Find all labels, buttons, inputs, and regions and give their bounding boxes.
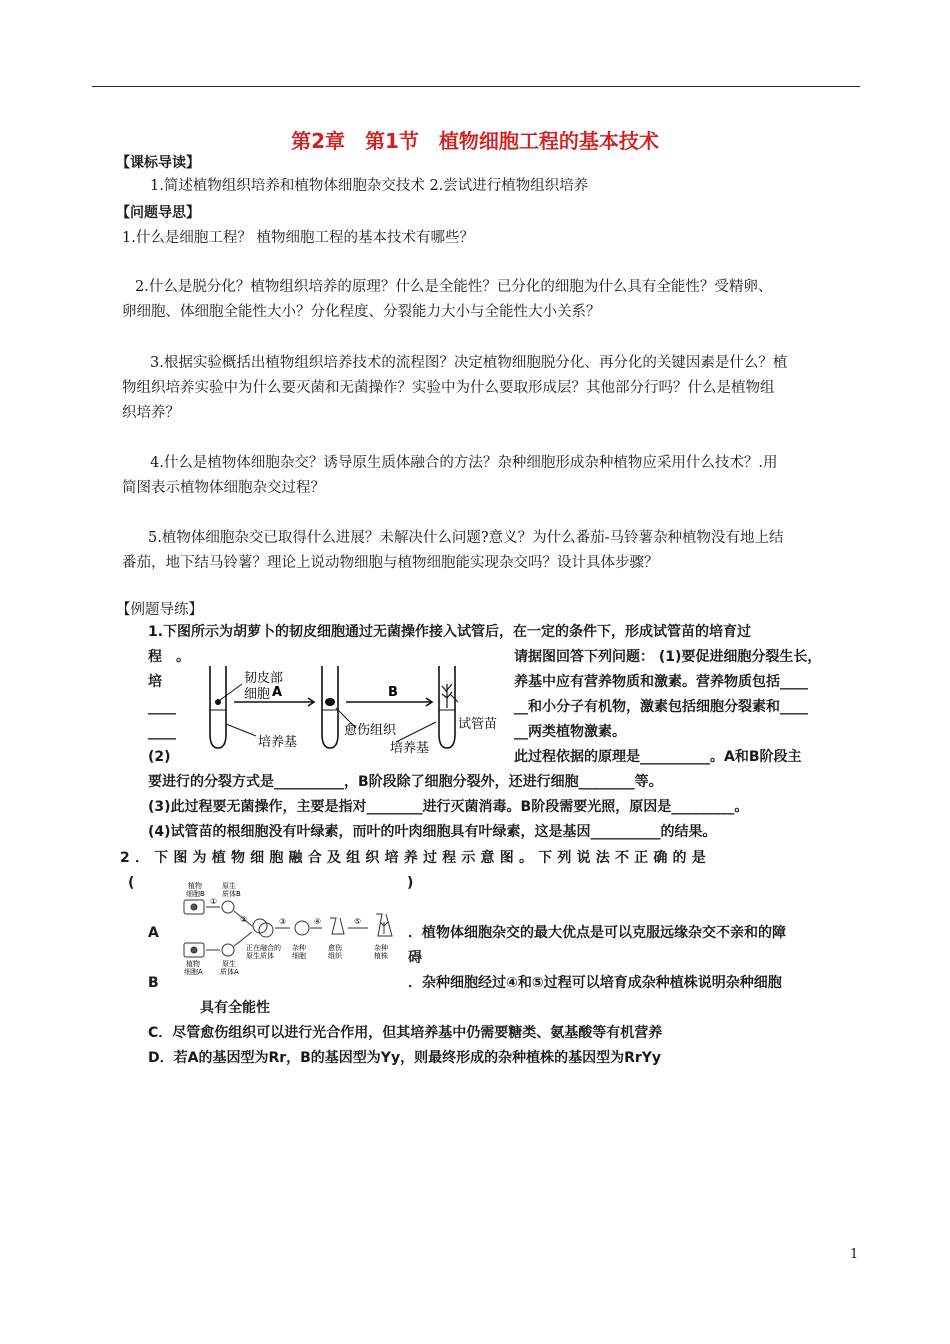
fig2-fusing-2: 原生质体 [246,952,274,960]
example-1-line-2-right: 请据图回答下列问题： (1)要促进细胞分裂生长， [514,649,822,665]
question-3-line-3: 织培养？ [122,405,180,421]
label-medium-1: 培养基 [258,735,298,750]
fig2-proto-a-2: 质体A [220,968,239,976]
fig2-step-5: ⑤ [354,917,362,926]
fig2-callus-2: 组织 [328,952,342,960]
label-medium-2: 培养基 [390,741,430,754]
tissue-culture-figure [196,662,508,754]
label-seedling: 试管苗 [458,717,498,732]
callus-icon [325,698,335,706]
test-tube-2 [322,666,338,748]
example-1-line-9: (4)试管苗的根细胞没有叶绿素，而叶的叶肉细胞具有叶绿素，这是基因__________的结果。 [148,824,717,840]
fig2-hybrid: 杂种 [292,944,306,952]
fig2-plant-b: 植物 [188,882,202,890]
example-1-line-3-left: 培 [148,674,162,690]
cell-fusion-figure [180,878,400,978]
fig2-plant-a-2: 细胞A [184,968,203,976]
fig2-step-1: ① [210,897,218,906]
fig2-proto-b-2: 质体B [222,890,241,898]
example-1-line-7: 要进行的分裂方式是__________，B阶段除了细胞分裂外，还进行细胞________等。 [148,774,663,790]
example-1-line-3-right: 养基中应有营养物质和激素。营养物质包括____ [514,674,808,690]
fig2-step-4: ④ [314,917,322,926]
example-2-paren-close: ) [407,875,414,891]
fig2-callus: 愈伤 [328,944,342,952]
option-b-text-line-1: ．杂种细胞经过④和⑤过程可以培育成杂种植株说明杂种细胞 [408,975,782,991]
label-a: A [272,685,283,700]
question-2-line-2: 卵细胞、体细胞全能性大小？分化程度、分裂能力大小与全能性大小关系？ [122,304,601,320]
question-3-line-1: 3.根据实验概括出植物组织培养技术的流程图？决定植物细胞脱分化、再分化的关键因素是什么？植 [150,355,788,371]
fig2-proto-b: 原生 [222,882,236,890]
question-2-line-1: 2.什么是脱分化？植物组织培养的原理？什么是全能性？已分化的细胞为什么具有全能性？受精卵、 [135,279,773,295]
option-d: D．若A的基因型为Rr，B的基因型为Yy，则最终形成的杂种植株的基因型为RrYy [148,1050,662,1066]
page-title: 第2章 第1节 植物细胞工程的基本技术 [291,129,659,153]
question-1: 1.什么是细胞工程？ 植物细胞工程的基本技术有哪些？ [122,230,474,246]
label-b: B [388,685,398,700]
example-1-line-8: (3)此过程要无菌操作，主要是指对________进行灭菌消毒。B阶段需要光照，原因是_________。 [148,799,749,815]
question-4-line-1: 4.什么是植物体细胞杂交？诱导原生质体融合的方法？杂种细胞形成杂种植物应采用什么技术？.用 [150,455,778,471]
option-b-label: B [148,975,159,991]
question-4-line-2: 简图表示植物体细胞杂交过程？ [122,480,325,496]
example-2-paren-open: ( [128,875,135,891]
fig2-plant-b-2: 细胞B [186,890,205,898]
goal-header: 【课标导读】 [116,155,200,171]
fig2-step-2: ② [240,915,248,924]
question-3-line-2: 物组织培养实验中为什么要灭菌和无菌操作？实验中为什么要取形成层？其他部分行吗？什么是植物组 [122,380,775,396]
fig2-plant-a: 植物 [186,960,200,968]
option-c: C．尽管愈伤组织可以进行光合作用，但其培养基中仍需要糖类、氨基酸等有机营养 [148,1025,663,1041]
test-tube-1 [210,666,226,748]
label-phloem: 韧皮部 [244,671,284,686]
seedling-icon [442,684,452,708]
fig2-fusing: 正在融合的 [246,944,281,952]
header-rule [92,86,860,87]
example-1-line-2-left: 程 。 [148,649,190,665]
question-5-line-1: 5.植物体细胞杂交已取得什么进展？未解决什么问题?意义？为什么番茄-马铃薯杂种植物没有地上结 [148,530,784,546]
fig2-plantlet-2: 植株 [374,952,388,960]
page-number: 1 [850,1247,859,1262]
fig2-proto-a: 原生 [222,960,236,968]
example-1-line-4-left: ____ [148,699,176,715]
option-a-label: A [148,925,159,941]
goal-text: 1.简述植物组织培养和植物体细胞杂交技术 2.尝试进行植物组织培养 [150,178,589,194]
fig2-plantlet: 杂种 [374,944,388,952]
option-b-text-line-2: 具有全能性 [200,1000,270,1016]
question-header: 【问题导思】 [116,205,200,221]
example-1-line-5-right: __两类植物激素。 [514,724,626,740]
phloem-cell-icon [215,699,221,705]
option-a-text-line-1: ．植物体细胞杂交的最大优点是可以克服远缘杂交不亲和的障 [408,925,786,941]
fig2-step-3: ③ [279,917,287,926]
example-1-line-6-right: 此过程依据的原理是__________。A和B阶段主 [514,749,802,765]
example-2-stem: 2．下图为植物细胞融合及组织培养过程示意图。下列说法不正确的是 [120,850,711,866]
example-header: 【例题导练】 [116,602,203,618]
fig2-hybrid-2: 细胞 [292,952,306,960]
example-1-line-1: 1.下图所示为胡萝卜的韧皮细胞通过无菌操作接入试管后，在一定的条件下，形成试管苗的培育过 [148,624,752,640]
option-a-text-line-2: 碍 [408,950,422,966]
example-1-line-6-left: (2) [148,749,171,765]
example-1-line-5-left: ____ [148,724,176,740]
question-5-line-2: 番茄，地下结马铃薯？理论上说动物细胞与植物细胞能实现杂交吗？设计具体步骤？ [122,555,659,571]
label-cell: 细胞 [244,687,271,702]
example-1-line-4-right: __和小分子有机物，激素包括细胞分裂素和____ [514,699,808,715]
label-callus: 愈伤组织 [344,723,397,738]
